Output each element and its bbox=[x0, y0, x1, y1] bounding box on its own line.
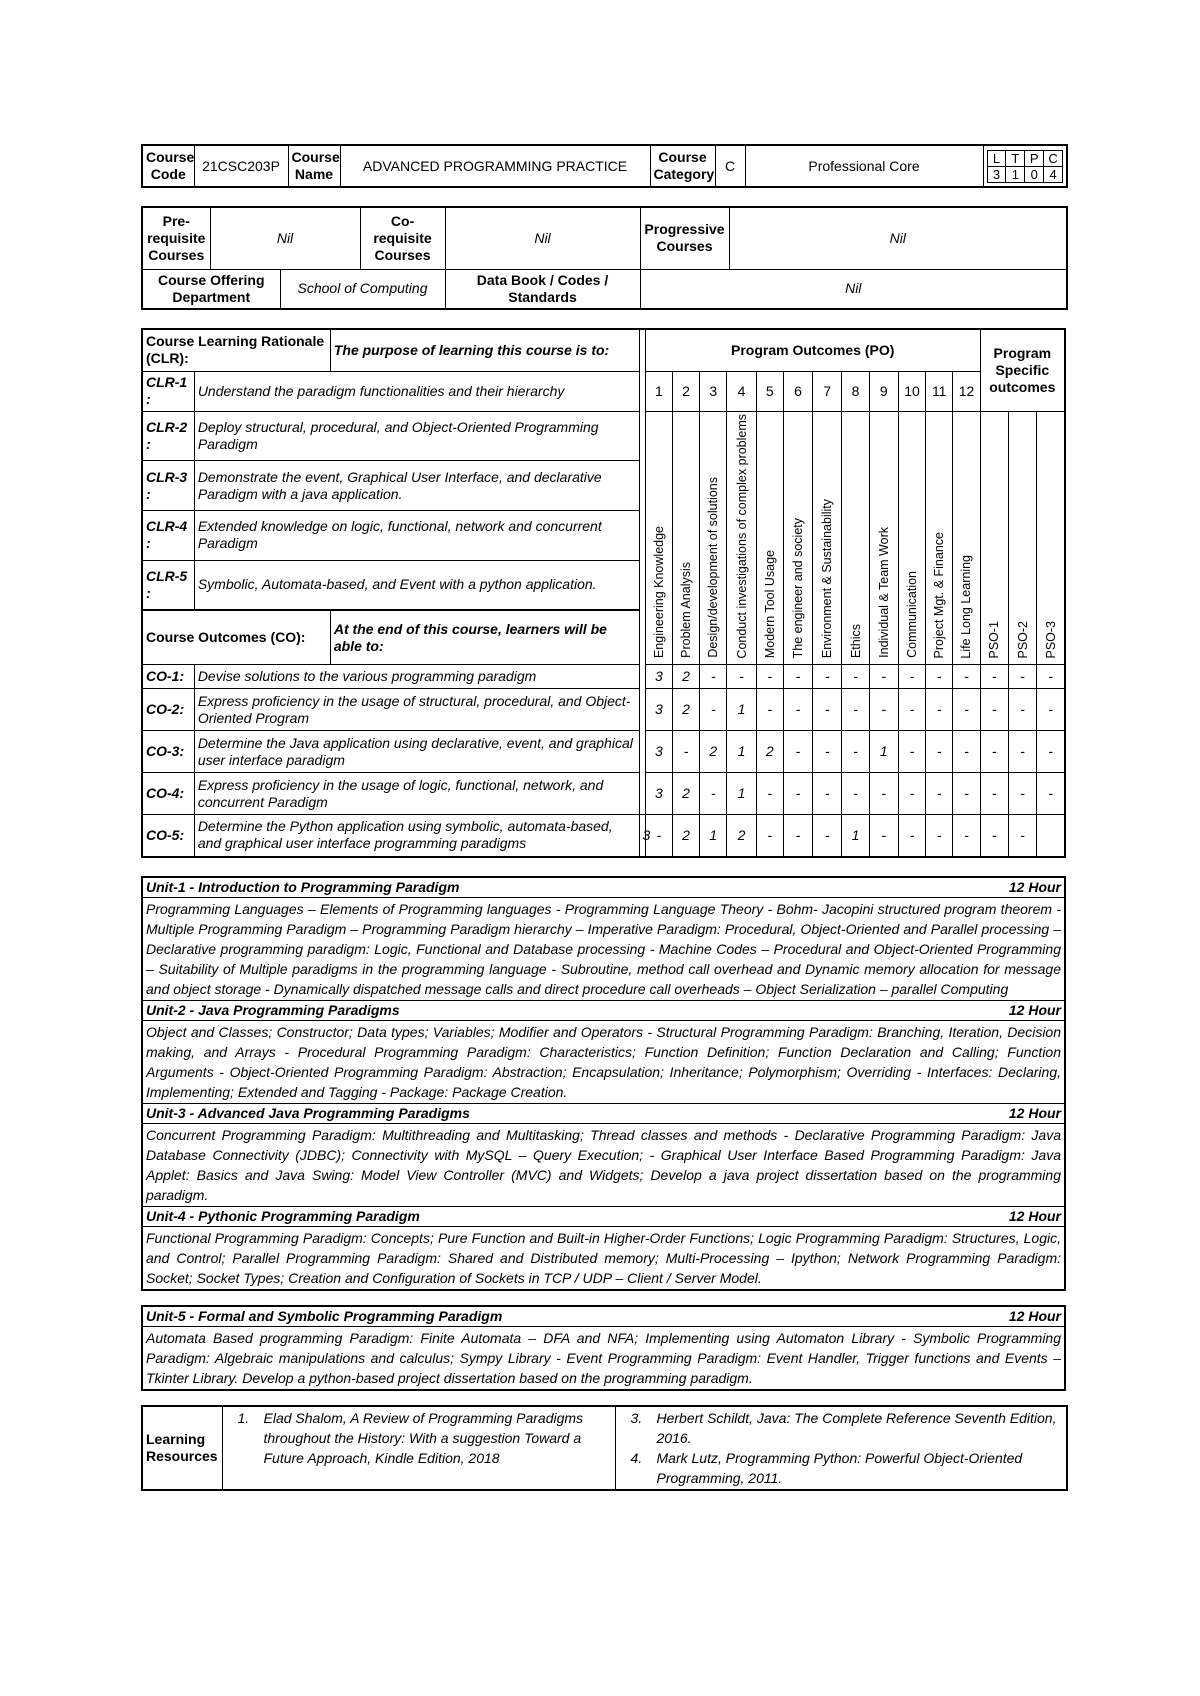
unit-1-body: Programming Languages – Elements of Programming languages - Programming Language Theory - Bohm- Jacopini structured program theorem - Multiple Programming Paradigm – Programming Paradigm hierarchy – Imperative Paradigm: Procedural, Object-Oriented and Parallel processing – Declarative programming paradigm: Logic, Functional and Database processing - Machine Codes – Procedural and Object-Oriented Programming – Suitability of Multiple paradigms in the programming language - Subroutine, method call overhead and Dynamic memory allocation for message and object storage - Dynamically dispatched message calls and direct procedure call overheads – Object Serialization – parallel Computing bbox=[142, 897, 1065, 1000]
co-value: - bbox=[980, 689, 1008, 731]
unit-3-title: Unit-3 - Advanced Java Programming Paradigms bbox=[146, 1104, 470, 1121]
po-title: Program Outcomes (PO) bbox=[645, 329, 980, 371]
clr-code: CLR-5 : bbox=[142, 560, 194, 610]
unit-header bbox=[142, 1306, 1065, 1327]
co-row bbox=[142, 665, 1065, 689]
co-value: - bbox=[869, 665, 898, 689]
co-row bbox=[142, 731, 1065, 773]
co-value: - bbox=[645, 815, 672, 857]
coreq-label: Co-requisite Courses bbox=[360, 207, 445, 269]
co-value: - bbox=[926, 815, 953, 857]
resource-text: Herbert Schildt, Java: The Complete Reference Seventh Edition, 2016. bbox=[656, 1409, 1057, 1446]
coreq-value: Nil bbox=[445, 207, 640, 269]
prerequisite-table bbox=[141, 206, 1068, 310]
po-name-2: Problem Analysis bbox=[672, 411, 699, 665]
co-value: - bbox=[842, 689, 869, 731]
co-value: 2 bbox=[672, 665, 699, 689]
co-value: 1 bbox=[842, 815, 869, 857]
ltpc-label-t: T bbox=[1006, 150, 1025, 166]
po-number: 8 bbox=[842, 371, 869, 411]
unit-title bbox=[142, 1306, 1065, 1327]
unit-header bbox=[142, 877, 1065, 898]
co-text: Determine the Java application using declarative, event, and graphical user interface paradigm bbox=[194, 731, 639, 773]
po-number: 9 bbox=[869, 371, 898, 411]
clr-code: CLR-3 : bbox=[142, 461, 194, 511]
po-number: 2 bbox=[672, 371, 699, 411]
co-value: - bbox=[727, 665, 756, 689]
po-name-9: Individual & Team Work bbox=[869, 411, 898, 665]
unit-header bbox=[142, 1103, 1065, 1123]
prereq-value: Nil bbox=[210, 207, 360, 269]
ltpc-label-l: L bbox=[987, 150, 1006, 166]
co-value: - bbox=[842, 731, 869, 773]
learning-resources-table bbox=[141, 1405, 1068, 1491]
co-value: - bbox=[926, 665, 953, 689]
co-value: - bbox=[756, 773, 783, 815]
po-name-12: Life Long Learning bbox=[953, 411, 980, 665]
co-code: CO-4: bbox=[142, 773, 194, 815]
unit-title bbox=[142, 1103, 1065, 1123]
resource-text: Mark Lutz, Programming Python: Powerful Object-Oriented Programming, 2011. bbox=[656, 1449, 1023, 1486]
unit-1-hours: 12 Hour bbox=[1008, 878, 1061, 895]
ltpc-value-c: 4 bbox=[1044, 166, 1063, 182]
co-value: - bbox=[953, 815, 980, 857]
co-value: - bbox=[980, 665, 1008, 689]
po-name-5: Modern Tool Usage bbox=[756, 411, 783, 665]
po-number: 4 bbox=[727, 371, 756, 411]
co-value: 1 bbox=[727, 773, 756, 815]
po-number: 12 bbox=[953, 371, 980, 411]
co-value: - bbox=[1008, 665, 1036, 689]
co-row bbox=[142, 773, 1065, 815]
clr-header-label: Course Learning Rationale (CLR): bbox=[142, 329, 330, 371]
po-number: 1 bbox=[645, 371, 672, 411]
co-text: Express proficiency in the usage of structural, procedural, and Object-Oriented Program bbox=[194, 689, 639, 731]
unit-5-body: Automata Based programming Paradigm: Finite Automata – DFA and NFA; Implementing using Automaton Library - Symbolic Programming Paradigm: Algebraic manipulations and calculus; Sympy Library - Event Programming Paradigm: Event Handler, Trigger functions and Events – Tkinter Library. Develop a python-based project dissertation based on the programming paradigm. bbox=[142, 1326, 1065, 1390]
co-value: 1 bbox=[727, 731, 756, 773]
ltpc-value-p: 0 bbox=[1025, 166, 1044, 182]
co-value: - bbox=[980, 773, 1008, 815]
resources-right bbox=[615, 1406, 1067, 1490]
co-value: - bbox=[813, 689, 842, 731]
po-name-6: The engineer and society bbox=[783, 411, 812, 665]
co-value: 3 bbox=[639, 815, 645, 857]
unit-title bbox=[142, 1000, 1065, 1020]
co-value: - bbox=[672, 731, 699, 773]
co-value: - bbox=[953, 665, 980, 689]
course-code: 21CSC203P bbox=[194, 145, 288, 187]
ltpc-value-t: 1 bbox=[1006, 166, 1025, 182]
co-value: - bbox=[813, 665, 842, 689]
databook-value: Nil bbox=[640, 269, 1067, 309]
clr-text: Understand the paradigm functionalities and their hierarchy bbox=[194, 371, 639, 411]
clr-text: Extended knowledge on logic, functional, network and concurrent Paradigm bbox=[194, 511, 639, 561]
clr-text: Deploy structural, procedural, and Object-Oriented Programming Paradigm bbox=[194, 411, 639, 461]
ltpc-value-l: 3 bbox=[987, 166, 1006, 182]
pso-title: Program Specific outcomes bbox=[980, 329, 1065, 411]
co-value: - bbox=[926, 731, 953, 773]
co-value: - bbox=[756, 815, 783, 857]
co-value: - bbox=[898, 731, 925, 773]
resource-number: 1. bbox=[237, 1409, 250, 1426]
po-number: 10 bbox=[898, 371, 925, 411]
co-value: 1 bbox=[869, 731, 898, 773]
clr-header-row bbox=[142, 329, 1065, 371]
co-text: Express proficiency in the usage of logic, functional, network, and concurrent Paradigm bbox=[194, 773, 639, 815]
co-row bbox=[142, 815, 1065, 857]
resource-text: Elad Shalom, A Review of Programming Paradigms throughout the History: With a suggestion Toward a Future Approach, Kindle Edition, 2018 bbox=[263, 1409, 584, 1466]
co-value: - bbox=[813, 731, 842, 773]
outcomes-matrix bbox=[141, 328, 1066, 858]
co-value: - bbox=[1008, 815, 1036, 857]
unit-5-hours: 12 Hour bbox=[1008, 1307, 1061, 1324]
clr-header-purpose: The purpose of learning this course is to: bbox=[330, 329, 639, 371]
co-value: - bbox=[700, 665, 727, 689]
resource-number: 3. bbox=[630, 1409, 643, 1426]
co-value: - bbox=[926, 689, 953, 731]
po-number: 3 bbox=[700, 371, 727, 411]
co-code: CO-3: bbox=[142, 731, 194, 773]
co-code: CO-2: bbox=[142, 689, 194, 731]
co-value: - bbox=[1008, 731, 1036, 773]
po-number: 11 bbox=[926, 371, 953, 411]
po-name-8: Ethics bbox=[842, 411, 869, 665]
co-value: - bbox=[898, 773, 925, 815]
co-value: - bbox=[926, 773, 953, 815]
pso-name-1: PSO-1 bbox=[980, 411, 1008, 665]
co-value: - bbox=[783, 815, 812, 857]
co-value: - bbox=[756, 689, 783, 731]
co-row bbox=[142, 689, 1065, 731]
unit-3-body: Concurrent Programming Paradigm: Multithreading and Multitasking; Thread classes and methods - Declarative Programming Paradigm: Java Database Connectivity (JDBC); Connectivity with MySQL – Query Execution; - Graphical User Interface Based Programming Paradigm: Java Applet: Basics and Java Swing: Model View Controller (MVC) and Widgets; Develop a java project dissertation based on the programming paradigm. bbox=[142, 1123, 1065, 1206]
po-name-11: Project Mgt. & Finance bbox=[926, 411, 953, 665]
co-value: - bbox=[783, 731, 812, 773]
co-value: - bbox=[898, 815, 925, 857]
resource-number: 4. bbox=[630, 1449, 643, 1466]
co-value: - bbox=[953, 731, 980, 773]
co-header-text: At the end of this course, learners will be able to: bbox=[330, 610, 639, 665]
co-value: - bbox=[813, 815, 842, 857]
co-value: 2 bbox=[756, 731, 783, 773]
syllabus-sheet bbox=[141, 144, 1066, 1491]
resources-label: Learning Resources bbox=[142, 1406, 222, 1490]
po-number: 5 bbox=[756, 371, 783, 411]
co-value: 2 bbox=[700, 731, 727, 773]
co-value: - bbox=[1037, 689, 1065, 731]
co-value: - bbox=[953, 689, 980, 731]
co-value: - bbox=[756, 665, 783, 689]
unit-title bbox=[142, 877, 1065, 898]
resource-item bbox=[631, 1448, 1064, 1488]
ltpc-label-c: C bbox=[1044, 150, 1063, 166]
clr-row bbox=[142, 411, 1065, 461]
po-name-7: Environment & Sustainability bbox=[813, 411, 842, 665]
co-value: - bbox=[1037, 773, 1065, 815]
unit-4-body: Functional Programming Paradigm: Concepts; Pure Function and Built-in Higher-Order Functions; Logic Programming Paradigm: Structures, Logic, and Control; Parallel Programming Paradigm: Shared and Distributed memory; Multi-Processing – Ipython; Network Programming Paradigm: Socket; Socket Types; Creation and Configuration of Sockets in TCP / UDP – Client / Server Model. bbox=[142, 1226, 1065, 1290]
co-value: 2 bbox=[727, 815, 756, 857]
co-value: - bbox=[1037, 665, 1065, 689]
co-value: 1 bbox=[700, 815, 727, 857]
unit-1-title: Unit-1 - Introduction to Programming Paradigm bbox=[146, 878, 460, 895]
unit-4-hours: 12 Hour bbox=[1008, 1207, 1061, 1224]
co-value: - bbox=[842, 665, 869, 689]
co-value: - bbox=[783, 773, 812, 815]
course-code-label: Course Code bbox=[142, 145, 194, 187]
co-value: - bbox=[813, 773, 842, 815]
po-name-10: Communication bbox=[898, 411, 925, 665]
co-value: - bbox=[869, 773, 898, 815]
co-value: 1 bbox=[727, 689, 756, 731]
unit-header bbox=[142, 1206, 1065, 1226]
clr-code: CLR-2 : bbox=[142, 411, 194, 461]
pso-name-3: PSO-3 bbox=[1037, 411, 1065, 665]
category-name: Professional Core bbox=[745, 145, 983, 187]
co-value: - bbox=[980, 731, 1008, 773]
pso-name-2: PSO-2 bbox=[1008, 411, 1036, 665]
co-value: - bbox=[869, 689, 898, 731]
ltpc-table bbox=[987, 150, 1064, 183]
clr-code: CLR-1 : bbox=[142, 371, 194, 411]
unit-header bbox=[142, 1000, 1065, 1020]
unit-2-title: Unit-2 - Java Programming Paradigms bbox=[146, 1001, 400, 1018]
dept-value: School of Computing bbox=[280, 269, 445, 309]
dept-label: Course Offering Department bbox=[142, 269, 280, 309]
co-value: - bbox=[700, 689, 727, 731]
resource-item bbox=[238, 1408, 612, 1468]
course-header-table bbox=[141, 144, 1068, 188]
po-number: 7 bbox=[813, 371, 842, 411]
co-code: CO-1: bbox=[142, 665, 194, 689]
co-text: Devise solutions to the various programming paradigm bbox=[194, 665, 639, 689]
po-name-1: Engineering Knowledge bbox=[645, 411, 672, 665]
co-value: - bbox=[898, 665, 925, 689]
ltpc-label-p: P bbox=[1025, 150, 1044, 166]
co-value: 2 bbox=[672, 773, 699, 815]
po-number: 6 bbox=[783, 371, 812, 411]
co-value: - bbox=[980, 815, 1008, 857]
category-code: C bbox=[715, 145, 745, 187]
resource-item bbox=[631, 1408, 1064, 1448]
co-value: - bbox=[700, 773, 727, 815]
co-value: - bbox=[1008, 773, 1036, 815]
po-name-4: Conduct investigations of complex problems bbox=[727, 411, 756, 665]
co-value: - bbox=[898, 689, 925, 731]
unit-5-table bbox=[141, 1305, 1066, 1391]
co-value: 3 bbox=[645, 731, 672, 773]
ltpc-cell bbox=[983, 145, 1067, 187]
databook-label: Data Book / Codes / Standards bbox=[445, 269, 640, 309]
unit-2-body: Object and Classes; Constructor; Data types; Variables; Modifier and Operators - Structural Programming Paradigm: Branching, Iteration, Decision making, and Arrays - Procedural Programming Paradigm: Characteristics; Function Definition; Function Declaration and Calling; Function Arguments - Object-Oriented Programming Paradigm: Abstraction; Encapsulation; Inheritance; Polymorphism; Overriding - Interfaces: Declaring, Implementing; Extended and Tagging - Package: Package Creation. bbox=[142, 1020, 1065, 1103]
co-value: - bbox=[1037, 731, 1065, 773]
co-value: - bbox=[783, 665, 812, 689]
co-text: Determine the Python application using symbolic, automata-based, and graphical user interface programming paradigms bbox=[194, 815, 639, 857]
clr-text: Demonstrate the event, Graphical User Interface, and declarative Paradigm with a java application. bbox=[194, 461, 639, 511]
co-header-label: Course Outcomes (CO): bbox=[142, 610, 330, 665]
units-table bbox=[141, 876, 1066, 1291]
unit-4-title: Unit-4 - Pythonic Programming Paradigm bbox=[146, 1207, 420, 1224]
co-value: - bbox=[869, 815, 898, 857]
clr-row bbox=[142, 371, 1065, 411]
co-value: - bbox=[783, 689, 812, 731]
co-value: - bbox=[842, 773, 869, 815]
co-value: 2 bbox=[672, 689, 699, 731]
co-value: - bbox=[1008, 689, 1036, 731]
po-name-3: Design/development of solutions bbox=[700, 411, 727, 665]
progressive-label: Progressive Courses bbox=[640, 207, 729, 269]
clr-text: Symbolic, Automata-based, and Event with a python application. bbox=[194, 560, 639, 610]
course-name: ADVANCED PROGRAMMING PRACTICE bbox=[340, 145, 650, 187]
clr-code: CLR-4 : bbox=[142, 511, 194, 561]
course-category-label: Course Category bbox=[650, 145, 715, 187]
unit-title bbox=[142, 1206, 1065, 1226]
resources-left bbox=[222, 1406, 615, 1490]
course-name-label: Course Name bbox=[288, 145, 340, 187]
progressive-value: Nil bbox=[729, 207, 1067, 269]
unit-2-hours: 12 Hour bbox=[1008, 1001, 1061, 1018]
co-code: CO-5: bbox=[142, 815, 194, 857]
co-value: 3 bbox=[645, 665, 672, 689]
co-value: - bbox=[953, 773, 980, 815]
unit-3-hours: 12 Hour bbox=[1008, 1104, 1061, 1121]
prereq-label: Pre-requisite Courses bbox=[142, 207, 210, 269]
co-value: 2 bbox=[672, 815, 699, 857]
co-value: 3 bbox=[645, 773, 672, 815]
unit-5-title: Unit-5 - Formal and Symbolic Programming Paradigm bbox=[146, 1307, 503, 1324]
co-value: 3 bbox=[645, 689, 672, 731]
